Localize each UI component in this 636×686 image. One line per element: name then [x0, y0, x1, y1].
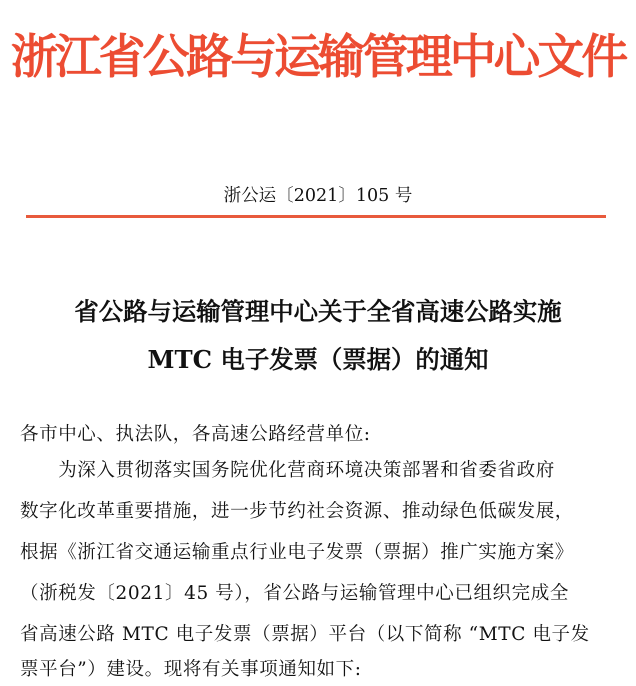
body-paragraph-line: 省高速公路 MTC 电子发票（票据）平台（以下简称 “MTC 电子发 [20, 624, 590, 645]
body-paragraph-line: 为深入贯彻落实国务院优化营商环境决策部署和省委省政府 [20, 460, 555, 481]
body-paragraph-line: 数字化改革重要措施，进一步节约社会资源、推动绿色低碳发展， [20, 501, 574, 522]
body-paragraph-line: 根据《浙江省交通运输重点行业电子发票（票据）推广实施方案》 [20, 542, 574, 563]
notice-title-line-1: 省公路与运输管理中心关于全省高速公路实施 [74, 297, 562, 326]
document-header-title: 浙江省公路与运输管理中心文件 [10, 30, 626, 85]
body-paragraph-line: 票平台”）建设。现将有关事项通知如下: [20, 659, 362, 680]
notice-title-line-2: MTC 电子发票（票据）的通知 [147, 345, 489, 374]
salutation: 各市中心、执法队，各高速公路经营单位: [20, 424, 371, 445]
header-red-rule [26, 215, 606, 218]
document-number: 浙公运〔2021〕105 号 [223, 186, 413, 206]
body-paragraph-line: （浙税发〔2021〕45 号），省公路与运输管理中心已组织完成全 [20, 583, 569, 604]
